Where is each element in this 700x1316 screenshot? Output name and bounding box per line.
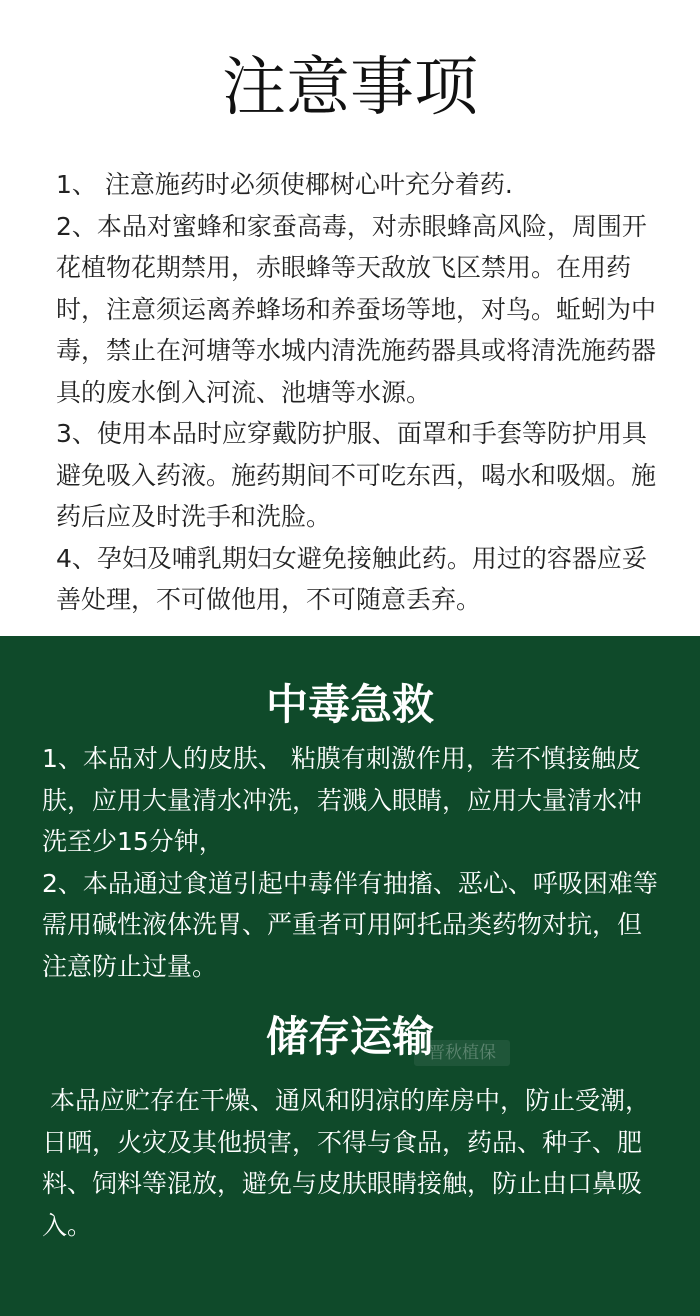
notice-section: [0, 0, 700, 636]
notice-title: 注意事项: [222, 51, 478, 125]
brand-watermark: 晋秋植保: [414, 1040, 510, 1066]
green-info-panel: [0, 636, 700, 1316]
storage-title: 储存运输: [265, 1012, 434, 1061]
first-aid-body: [42, 738, 660, 987]
notice-item-3: 3、使用本品时应穿戴防护服、面罩和手套等防护用具避免吸入药液。施药期间不可吃东西，喝水和吸烟。施药后应及时洗手和洗脸。: [56, 419, 657, 531]
storage-body: [42, 1080, 660, 1246]
first-aid-item-2: 2、本品通过食道引起中毒伴有抽搐、恶心、呼吸困难等需用碱性液体洗胃、严重者可用阿托品类药物对抗，但注意防止过量。: [42, 868, 658, 981]
notice-item-2: 2、本品对蜜蜂和家蚕高毒，对赤眼蜂高风险，周围开花植物花期禁用，赤眼蜂等天敌放飞区禁用。在用药时，注意须运离养蜂场和养蚕场等地，对鸟。蚯蚓为中毒，禁止在河塘等水城内清洗施药器具或将清洗施药器具的废水倒入河流、池塘等水源。: [56, 211, 657, 407]
notice-body: [56, 164, 662, 621]
first-aid-item-1: 1、本品对人的皮肤、 粘膜有刺激作用，若不慎接触皮肤，应用大量清水冲洗，若溅入眼睛，应用大量清水冲洗至少15分钟，: [42, 744, 643, 856]
notice-item-1: 1、 注意施药时必须使椰树心叶充分着药.: [56, 170, 513, 199]
notice-item-4: 4、孕妇及哺乳期妇女避免接触此药。用过的容器应妥善处理，不可做他用，不可随意丢弃。: [56, 543, 647, 614]
storage-text: 本品应贮存在干燥、通风和阴凉的库房中，防止受潮，日晒，火灾及其他损害，不得与食品，药品、种子、肥料、饲料等混放，避免与皮肤眼睛接触，防止由口鼻吸入。: [42, 1086, 650, 1240]
first-aid-title: 中毒急救: [265, 680, 434, 729]
